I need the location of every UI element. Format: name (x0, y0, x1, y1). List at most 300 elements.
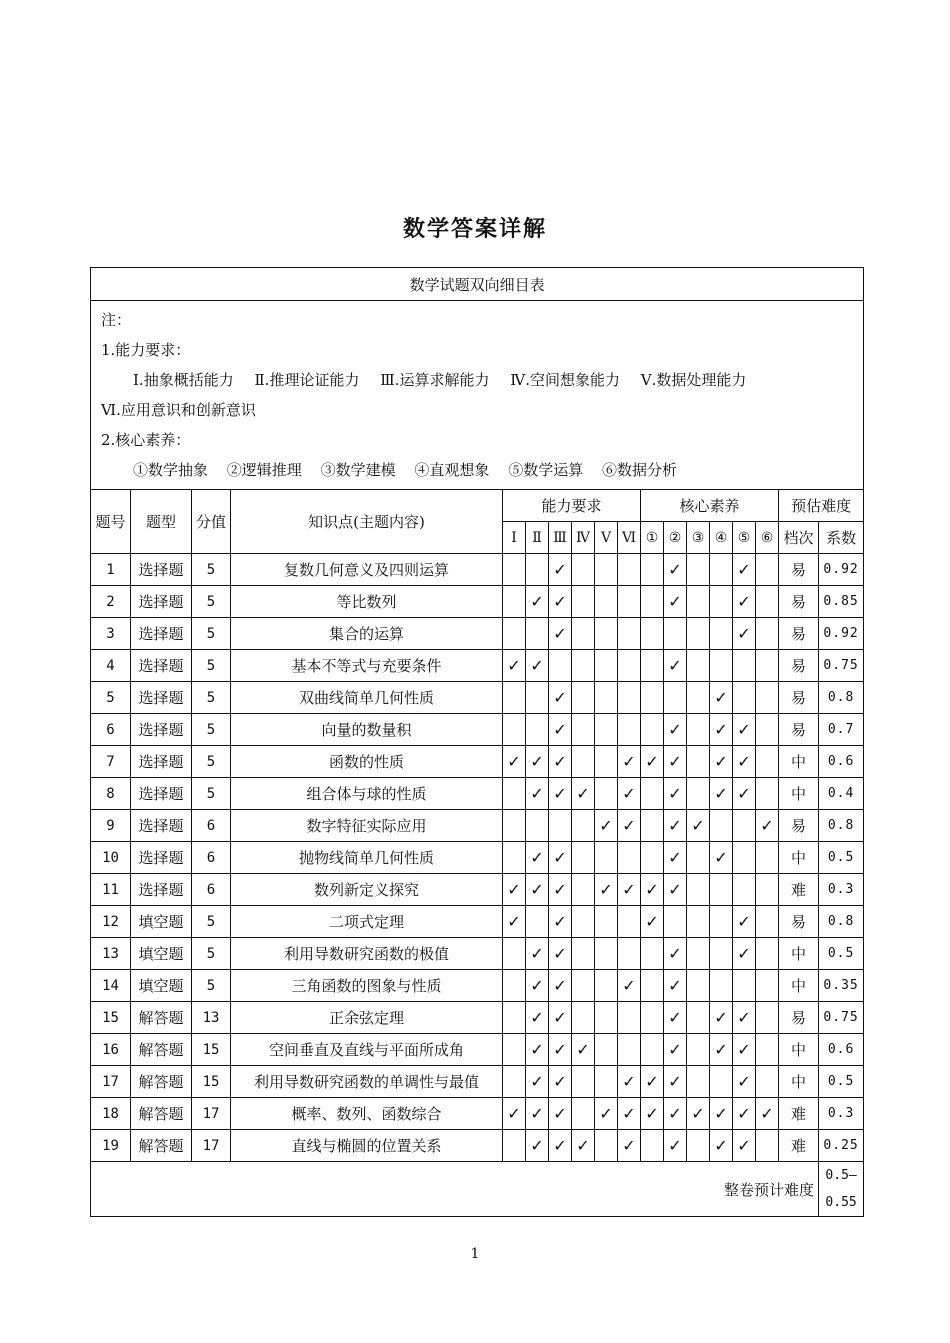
question-topic: 组合体与球的性质 (231, 778, 503, 810)
ability-check-cell (526, 714, 549, 746)
table-row (91, 554, 864, 586)
ability-check-cell (595, 1034, 618, 1066)
literacy-check-cell (710, 650, 733, 682)
difficulty-coef: 0.8 (819, 682, 864, 714)
checkmark-icon: ✓ (714, 1007, 728, 1027)
total-difficulty-value (819, 1162, 864, 1217)
checkmark-icon: ✓ (668, 559, 682, 579)
difficulty-level: 易 (779, 906, 819, 938)
ability-check-cell (595, 938, 618, 970)
checkmark-icon: ✓ (622, 879, 636, 899)
specification-table (90, 267, 864, 1217)
ability-check-cell (526, 1130, 549, 1162)
ability-check-cell (503, 1130, 526, 1162)
checkmark-icon: ✓ (668, 655, 682, 675)
question-topic: 复数几何意义及四则运算 (231, 554, 503, 586)
notes-label: 注： (101, 311, 132, 329)
ability-check-cell (595, 618, 618, 650)
checkmark-icon: ✓ (668, 1135, 682, 1155)
literacy-item: ①数学抽象 (133, 461, 209, 479)
ability-check-cell (618, 1034, 641, 1066)
ability-check-cell (526, 810, 549, 842)
question-type: 选择题 (131, 586, 192, 618)
checkmark-icon: ✓ (530, 879, 544, 899)
ability-check-cell (503, 810, 526, 842)
literacy-heading: 2.核心素养： (101, 431, 191, 449)
difficulty-level: 中 (779, 970, 819, 1002)
question-topic: 正余弦定理 (231, 1002, 503, 1034)
table-row (91, 1130, 864, 1162)
literacy-check-cell (710, 1002, 733, 1034)
checkmark-icon: ✓ (507, 751, 521, 771)
ability-check-cell (618, 842, 641, 874)
literacy-check-cell (710, 842, 733, 874)
header-literacy-col: ⑤ (733, 522, 756, 554)
literacy-check-cell (733, 778, 756, 810)
checkmark-icon: ✓ (737, 911, 751, 931)
table-row (91, 1066, 864, 1098)
literacy-check-cell (733, 938, 756, 970)
ability-check-cell (572, 938, 595, 970)
question-score: 15 (192, 1034, 231, 1066)
ability-check-cell (618, 938, 641, 970)
literacy-check-cell (687, 1098, 710, 1130)
table-row (91, 682, 864, 714)
question-topic: 基本不等式与充要条件 (231, 650, 503, 682)
checkmark-icon: ✓ (530, 751, 544, 771)
difficulty-level: 中 (779, 1066, 819, 1098)
ability-check-cell (595, 1066, 618, 1098)
ability-check-cell (549, 842, 572, 874)
difficulty-coef: 0.6 (819, 1034, 864, 1066)
header-literacy-col: ① (641, 522, 664, 554)
question-type: 选择题 (131, 810, 192, 842)
literacy-check-cell (756, 746, 779, 778)
ability-check-cell (503, 906, 526, 938)
question-type: 解答题 (131, 1098, 192, 1130)
literacy-check-cell (687, 970, 710, 1002)
checkmark-icon: ✓ (599, 1103, 613, 1123)
table-row (91, 938, 864, 970)
checkmark-icon: ✓ (553, 1103, 567, 1123)
checkmark-icon: ✓ (553, 719, 567, 739)
literacy-check-cell (733, 970, 756, 1002)
ability-list (101, 365, 853, 395)
literacy-check-cell (687, 1034, 710, 1066)
question-score: 5 (192, 618, 231, 650)
table-row (91, 586, 864, 618)
checkmark-icon: ✓ (714, 687, 728, 707)
checkmark-icon: ✓ (668, 975, 682, 995)
literacy-check-cell (641, 1066, 664, 1098)
literacy-item: ⑥数据分析 (601, 461, 677, 479)
difficulty-coef: 0.35 (819, 970, 864, 1002)
literacy-check-cell (641, 810, 664, 842)
ability-check-cell (549, 778, 572, 810)
checkmark-icon: ✓ (576, 1039, 590, 1059)
checkmark-icon: ✓ (668, 815, 682, 835)
checkmark-icon: ✓ (760, 1103, 774, 1123)
total-row (91, 1162, 864, 1217)
notes-section (91, 301, 864, 490)
literacy-check-cell (710, 1098, 733, 1130)
literacy-check-cell (687, 906, 710, 938)
table-row (91, 970, 864, 1002)
checkmark-icon: ✓ (622, 1071, 636, 1091)
literacy-check-cell (664, 810, 687, 842)
checkmark-icon: ✓ (622, 815, 636, 835)
question-topic: 向量的数量积 (231, 714, 503, 746)
literacy-check-cell (687, 650, 710, 682)
header-ability-col: Ⅰ (503, 522, 526, 554)
ability-check-cell (618, 1066, 641, 1098)
header-type: 题型 (131, 490, 192, 554)
question-number: 10 (91, 842, 131, 874)
checkmark-icon: ✓ (553, 975, 567, 995)
ability-check-cell (549, 1034, 572, 1066)
ability-check-cell (572, 1034, 595, 1066)
question-topic: 抛物线简单几何性质 (231, 842, 503, 874)
literacy-check-cell (710, 1066, 733, 1098)
ability-check-cell (549, 746, 572, 778)
question-score: 5 (192, 746, 231, 778)
literacy-check-cell (756, 906, 779, 938)
checkmark-icon: ✓ (737, 783, 751, 803)
header-ability-col: Ⅳ (572, 522, 595, 554)
table-row (91, 778, 864, 810)
literacy-check-cell (756, 714, 779, 746)
literacy-item: ④直观想象 (414, 461, 490, 479)
checkmark-icon: ✓ (599, 815, 613, 835)
table-row (91, 1034, 864, 1066)
question-score: 15 (192, 1066, 231, 1098)
literacy-check-cell (664, 778, 687, 810)
literacy-check-cell (756, 938, 779, 970)
question-topic: 二项式定理 (231, 906, 503, 938)
checkmark-icon: ✓ (622, 783, 636, 803)
question-score: 6 (192, 874, 231, 906)
literacy-check-cell (687, 778, 710, 810)
checkmark-icon: ✓ (553, 943, 567, 963)
ability-check-cell (503, 682, 526, 714)
difficulty-level: 中 (779, 938, 819, 970)
checkmark-icon: ✓ (507, 1103, 521, 1123)
question-number: 2 (91, 586, 131, 618)
literacy-check-cell (756, 778, 779, 810)
question-score: 5 (192, 778, 231, 810)
ability-item: Ⅲ.运算求解能力 (380, 371, 490, 389)
table-caption: 数学试题双向细目表 (91, 268, 864, 301)
literacy-check-cell (710, 810, 733, 842)
literacy-check-cell (687, 1130, 710, 1162)
checkmark-icon: ✓ (553, 783, 567, 803)
question-number: 12 (91, 906, 131, 938)
question-number: 9 (91, 810, 131, 842)
difficulty-level: 难 (779, 874, 819, 906)
ability-check-cell (503, 554, 526, 586)
difficulty-coef: 0.85 (819, 586, 864, 618)
ability-check-cell (572, 682, 595, 714)
question-score: 17 (192, 1098, 231, 1130)
question-number: 5 (91, 682, 131, 714)
ability-check-cell (595, 842, 618, 874)
literacy-check-cell (756, 810, 779, 842)
header-ability-col: Ⅴ (595, 522, 618, 554)
checkmark-icon: ✓ (622, 1103, 636, 1123)
checkmark-icon: ✓ (737, 1135, 751, 1155)
literacy-check-cell (664, 1098, 687, 1130)
checkmark-icon: ✓ (714, 783, 728, 803)
literacy-item: ⑤数学运算 (508, 461, 584, 479)
difficulty-coef: 0.92 (819, 554, 864, 586)
question-type: 选择题 (131, 874, 192, 906)
difficulty-coef: 0.75 (819, 650, 864, 682)
ability-check-cell (618, 650, 641, 682)
ability-check-cell (549, 586, 572, 618)
question-type: 选择题 (131, 682, 192, 714)
difficulty-coef: 0.4 (819, 778, 864, 810)
difficulty-level: 易 (779, 682, 819, 714)
question-number: 8 (91, 778, 131, 810)
checkmark-icon: ✓ (668, 719, 682, 739)
checkmark-icon: ✓ (530, 847, 544, 867)
ability-check-cell (618, 810, 641, 842)
checkmark-icon: ✓ (737, 751, 751, 771)
question-topic: 函数的性质 (231, 746, 503, 778)
difficulty-level: 难 (779, 1098, 819, 1130)
ability-check-cell (595, 682, 618, 714)
ability-check-cell (595, 1130, 618, 1162)
header-score: 分值 (192, 490, 231, 554)
literacy-check-cell (664, 554, 687, 586)
literacy-check-cell (710, 682, 733, 714)
checkmark-icon: ✓ (530, 1039, 544, 1059)
literacy-check-cell (756, 1002, 779, 1034)
checkmark-icon: ✓ (622, 975, 636, 995)
ability-check-cell (618, 554, 641, 586)
literacy-check-cell (664, 874, 687, 906)
question-topic: 利用导数研究函数的极值 (231, 938, 503, 970)
literacy-check-cell (710, 618, 733, 650)
ability-check-cell (572, 1098, 595, 1130)
ability-check-cell (503, 1034, 526, 1066)
header-ability-group: 能力要求 (503, 490, 641, 522)
literacy-check-cell (710, 874, 733, 906)
question-number: 13 (91, 938, 131, 970)
literacy-check-cell (733, 682, 756, 714)
checkmark-icon: ✓ (737, 623, 751, 643)
checkmark-icon: ✓ (691, 1103, 705, 1123)
difficulty-coef: 0.5 (819, 938, 864, 970)
header-difficulty-group: 预估难度 (779, 490, 864, 522)
question-topic: 数字特征实际应用 (231, 810, 503, 842)
literacy-check-cell (687, 714, 710, 746)
ability-check-cell (618, 746, 641, 778)
difficulty-level: 中 (779, 842, 819, 874)
question-score: 13 (192, 1002, 231, 1034)
ability-check-cell (526, 746, 549, 778)
literacy-check-cell (756, 1130, 779, 1162)
literacy-check-cell (664, 650, 687, 682)
literacy-check-cell (641, 1034, 664, 1066)
literacy-check-cell (710, 906, 733, 938)
literacy-check-cell (756, 1034, 779, 1066)
checkmark-icon: ✓ (691, 815, 705, 835)
checkmark-icon: ✓ (737, 559, 751, 579)
checkmark-icon: ✓ (645, 1071, 659, 1091)
ability-check-cell (572, 778, 595, 810)
checkmark-icon: ✓ (530, 943, 544, 963)
checkmark-icon: ✓ (737, 719, 751, 739)
difficulty-coef: 0.75 (819, 1002, 864, 1034)
literacy-check-cell (733, 1034, 756, 1066)
page-number: 1 (470, 1246, 480, 1262)
literacy-check-cell (733, 650, 756, 682)
ability-check-cell (503, 970, 526, 1002)
checkmark-icon: ✓ (553, 559, 567, 579)
difficulty-coef: 0.5 (819, 842, 864, 874)
ability-check-cell (549, 874, 572, 906)
ability-check-cell (618, 1002, 641, 1034)
literacy-check-cell (687, 682, 710, 714)
question-score: 5 (192, 650, 231, 682)
checkmark-icon: ✓ (668, 1007, 682, 1027)
literacy-check-cell (733, 1130, 756, 1162)
literacy-check-cell (756, 1098, 779, 1130)
literacy-check-cell (664, 682, 687, 714)
checkmark-icon: ✓ (530, 783, 544, 803)
total-value-line: 0.55 (825, 1195, 857, 1210)
ability-check-cell (618, 970, 641, 1002)
literacy-check-cell (687, 810, 710, 842)
question-score: 5 (192, 906, 231, 938)
checkmark-icon: ✓ (507, 879, 521, 899)
ability-item: Ⅰ.抽象概括能力 (133, 371, 234, 389)
literacy-check-cell (687, 1066, 710, 1098)
literacy-check-cell (687, 842, 710, 874)
difficulty-level: 中 (779, 1034, 819, 1066)
question-type: 选择题 (131, 554, 192, 586)
checkmark-icon: ✓ (576, 1135, 590, 1155)
literacy-check-cell (733, 554, 756, 586)
literacy-check-cell (664, 714, 687, 746)
difficulty-coef: 0.8 (819, 810, 864, 842)
literacy-check-cell (710, 1130, 733, 1162)
question-score: 5 (192, 938, 231, 970)
ability-check-cell (618, 714, 641, 746)
question-topic: 数列新定义探究 (231, 874, 503, 906)
checkmark-icon: ✓ (507, 911, 521, 931)
checkmark-icon: ✓ (645, 911, 659, 931)
difficulty-level: 易 (779, 618, 819, 650)
checkmark-icon: ✓ (622, 751, 636, 771)
checkmark-icon: ✓ (668, 751, 682, 771)
ability-check-cell (618, 1098, 641, 1130)
table-row (91, 874, 864, 906)
ability-check-cell (503, 650, 526, 682)
difficulty-coef: 0.3 (819, 1098, 864, 1130)
ability-check-cell (526, 906, 549, 938)
ability-check-cell (595, 778, 618, 810)
literacy-check-cell (710, 714, 733, 746)
ability-check-cell (503, 938, 526, 970)
question-type: 选择题 (131, 650, 192, 682)
literacy-check-cell (733, 618, 756, 650)
literacy-check-cell (641, 842, 664, 874)
literacy-check-cell (687, 874, 710, 906)
literacy-check-cell (641, 970, 664, 1002)
difficulty-level: 中 (779, 778, 819, 810)
checkmark-icon: ✓ (553, 687, 567, 707)
literacy-check-cell (733, 874, 756, 906)
literacy-check-cell (756, 682, 779, 714)
checkmark-icon: ✓ (668, 783, 682, 803)
ability-check-cell (618, 1130, 641, 1162)
checkmark-icon: ✓ (530, 655, 544, 675)
literacy-check-cell (710, 586, 733, 618)
ability-check-cell (526, 650, 549, 682)
checkmark-icon: ✓ (599, 879, 613, 899)
ability-check-cell (572, 906, 595, 938)
ability-check-cell (572, 810, 595, 842)
question-type: 填空题 (131, 906, 192, 938)
table-row (91, 810, 864, 842)
ability-check-cell (503, 1002, 526, 1034)
ability-check-cell (549, 906, 572, 938)
literacy-item: ③数学建模 (320, 461, 396, 479)
checkmark-icon: ✓ (622, 1135, 636, 1155)
question-topic: 三角函数的图象与性质 (231, 970, 503, 1002)
checkmark-icon: ✓ (553, 1135, 567, 1155)
literacy-check-cell (664, 938, 687, 970)
literacy-check-cell (756, 554, 779, 586)
checkmark-icon: ✓ (530, 1103, 544, 1123)
ability-check-cell (595, 906, 618, 938)
question-type: 选择题 (131, 842, 192, 874)
question-number: 19 (91, 1130, 131, 1162)
checkmark-icon: ✓ (714, 1135, 728, 1155)
ability-check-cell (572, 1002, 595, 1034)
checkmark-icon: ✓ (737, 591, 751, 611)
question-topic: 利用导数研究函数的单调性与最值 (231, 1066, 503, 1098)
header-ability-col: Ⅱ (526, 522, 549, 554)
literacy-check-cell (710, 778, 733, 810)
question-type: 解答题 (131, 1002, 192, 1034)
question-topic: 空间垂直及直线与平面所成角 (231, 1034, 503, 1066)
question-type: 选择题 (131, 778, 192, 810)
ability-check-cell (549, 650, 572, 682)
literacy-check-cell (756, 842, 779, 874)
checkmark-icon: ✓ (737, 1007, 751, 1027)
checkmark-icon: ✓ (553, 1071, 567, 1091)
literacy-check-cell (664, 1034, 687, 1066)
ability-check-cell (526, 682, 549, 714)
ability-check-cell (526, 618, 549, 650)
ability-item-wrapped: Ⅵ.应用意识和创新意识 (101, 401, 256, 419)
difficulty-coef: 0.5 (819, 1066, 864, 1098)
literacy-check-cell (756, 618, 779, 650)
ability-check-cell (595, 874, 618, 906)
difficulty-level: 易 (779, 554, 819, 586)
question-number: 3 (91, 618, 131, 650)
checkmark-icon: ✓ (553, 623, 567, 643)
ability-check-cell (503, 778, 526, 810)
ability-check-cell (526, 1034, 549, 1066)
question-topic: 集合的运算 (231, 618, 503, 650)
ability-heading: 1.能力要求： (101, 341, 191, 359)
literacy-check-cell (710, 554, 733, 586)
question-score: 5 (192, 682, 231, 714)
